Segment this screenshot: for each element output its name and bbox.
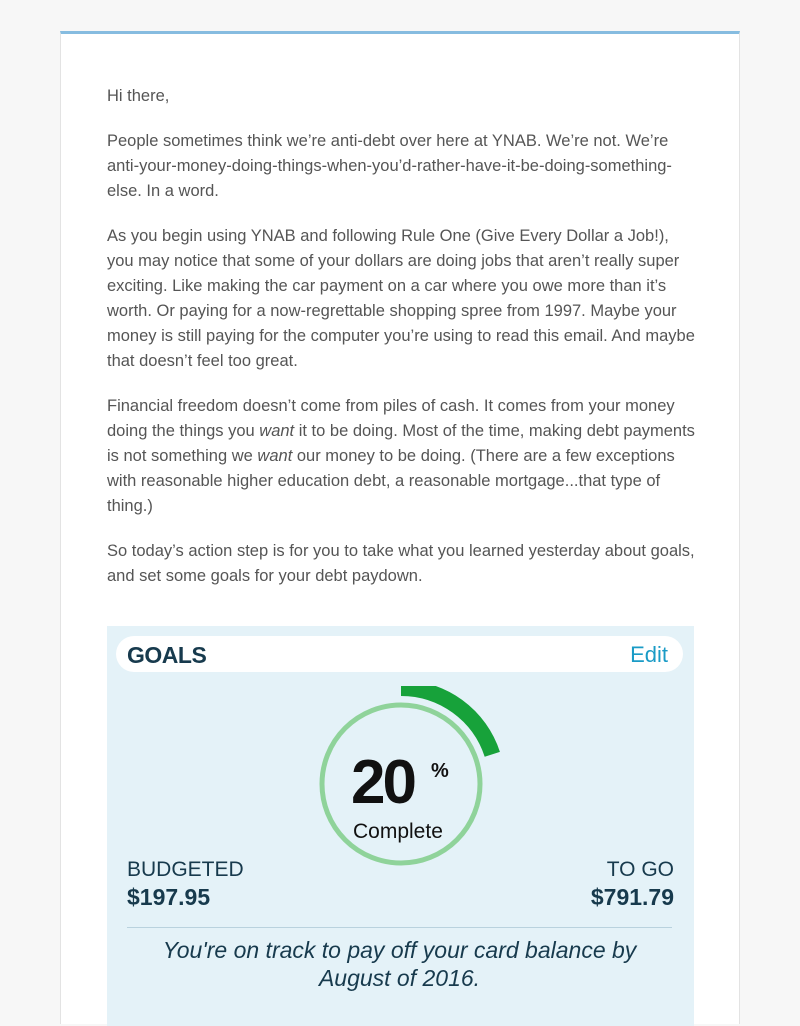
percent-sign: % (431, 760, 449, 782)
paragraph-1: People sometimes think we’re anti-debt over here at YNAB. We’re not. We’re anti-your-money-doing-things-when-you’d-rather-have-it-be-doing-something-else. In a word. (107, 132, 672, 200)
goals-title: GOALS (127, 642, 207, 668)
paragraph-3-text: Financial freedom doesn’t come from piles of cash. It comes from your money doing the things you (107, 397, 675, 440)
paragraph-2: As you begin using YNAB and following Rule One (Give Every Dollar a Job!), you may notice that some of your dollars are doing jobs that aren’t really super exciting. Like making the car payment on a car where you owe more than it’s worth. Or paying for a now-regrettable shopping spree from 1997. Maybe your money is still paying for the computer you’re using to read this email. And maybe that doesn’t feel too great. (107, 227, 695, 370)
to-go-value: $791.79 (590, 884, 674, 910)
divider (127, 927, 672, 928)
percent-value: 20 (351, 748, 414, 817)
budgeted-value: $197.95 (127, 884, 211, 910)
paragraph-3-text: our money to be doing. (There are a few exceptions with reasonable higher education debt, a reasonable mortgage...that type of thing.) (107, 447, 675, 515)
paragraph-3-text: it to be doing. Most of the time, making debt payments is not something we (107, 422, 695, 465)
email-body (107, 84, 697, 609)
edit-link[interactable]: Edit (630, 642, 668, 667)
emphasis-want: want (259, 422, 295, 440)
paragraph-3 (107, 394, 697, 519)
greeting: Hi there, (107, 87, 170, 105)
goals-header (116, 636, 683, 672)
budgeted-label: BUDGETED (127, 858, 244, 881)
on-track-message: You're on track to pay off your card balance by August of 2016. (162, 937, 637, 991)
paragraph-4: So today’s action step is for you to take what you learned yesterday about goals, and set some goals for your debt paydown. (107, 542, 695, 585)
complete-label: Complete (353, 820, 443, 843)
goals-panel (107, 626, 694, 1026)
email-card (60, 31, 740, 1024)
to-go-label: TO GO (606, 858, 674, 881)
emphasis-want: want (257, 447, 293, 465)
